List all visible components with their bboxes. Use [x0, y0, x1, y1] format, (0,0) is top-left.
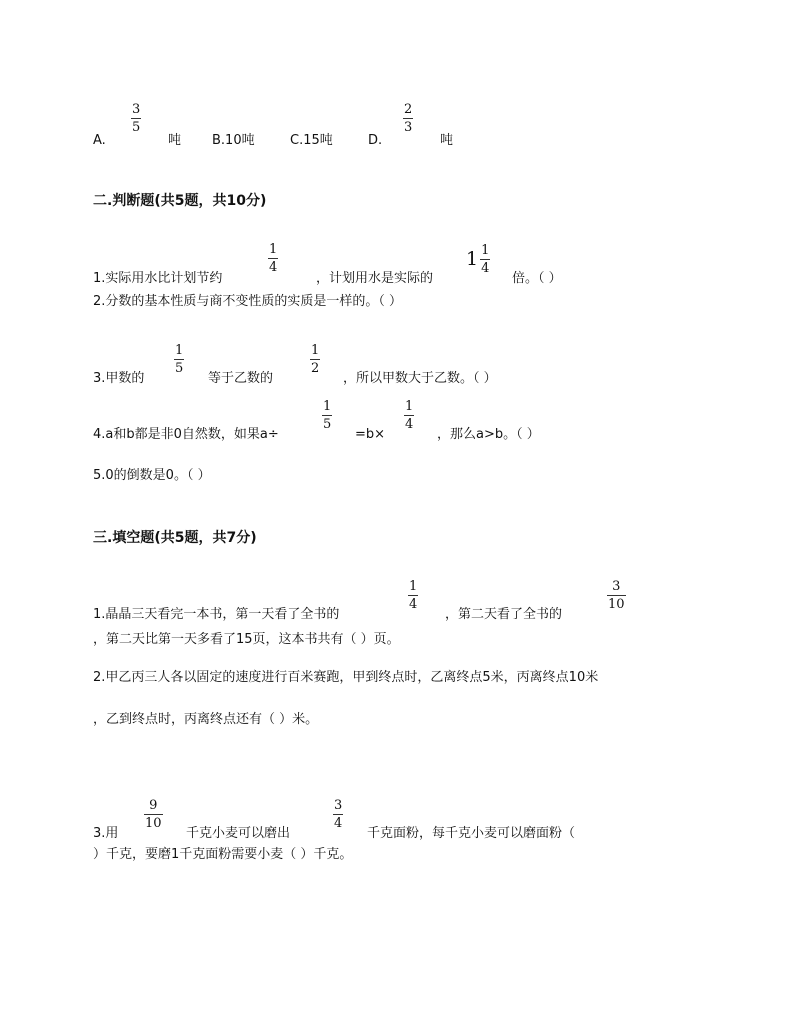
- s2-q1-text-1: 1.实际用水比计划节约: [93, 271, 223, 286]
- s2-q2: 2.分数的基本性质与商不变性质的实质是一样的。（ ）: [93, 294, 403, 309]
- option-b: B.10吨: [212, 133, 255, 148]
- s3-q1-text-1: 1.晶晶三天看完一本书，第一天看了全书的: [93, 607, 340, 622]
- fraction-denominator: 10: [608, 597, 625, 612]
- s2-q1-text-2: ，计划用水是实际的: [316, 271, 434, 286]
- fraction-denominator: 3: [404, 120, 413, 135]
- option-d-fraction: [403, 103, 413, 134]
- fraction-denominator: 4: [269, 260, 278, 275]
- mixed-whole: 1: [466, 248, 479, 270]
- s3-q2-line-1: 2.甲乙丙三人各以固定的速度进行百米赛跑，甲到终点时，乙离终点5米，丙离终点10米: [93, 670, 599, 685]
- option-d-label: D.: [368, 133, 383, 148]
- fraction-denominator: 2: [311, 361, 320, 376]
- option-a-fraction: [131, 103, 141, 134]
- s3-q1-text-2: ，第二天看了全书的: [445, 607, 563, 622]
- fraction-denominator: 5: [132, 120, 141, 135]
- fraction-numerator: 3: [132, 102, 141, 117]
- s2-q4-fraction-2: [404, 400, 414, 431]
- fraction-numerator: 3: [334, 798, 343, 813]
- option-c: C.15吨: [290, 133, 333, 148]
- s2-q1-mixed-number: [466, 244, 490, 275]
- fraction-denominator: 4: [481, 261, 490, 276]
- option-d-unit: 吨: [440, 133, 454, 148]
- fraction-denominator: 4: [405, 417, 414, 432]
- fraction-denominator: 5: [323, 417, 332, 432]
- s3-q2-line-2: ，乙到终点时，丙离终点还有（ ）米。: [93, 712, 319, 727]
- s3-q3-line-2: ）千克，要磨1千克面粉需要小麦（ ）千克。: [93, 847, 353, 862]
- fraction-numerator: 9: [149, 798, 158, 813]
- fraction-numerator: 1: [175, 343, 184, 358]
- s2-q3-fraction-1: [174, 344, 184, 375]
- fraction-numerator: 1: [323, 399, 332, 414]
- s3-q3-text-2: 千克小麦可以磨出: [186, 826, 291, 841]
- s2-q5: 5.0的倒数是0。（ ）: [93, 468, 211, 483]
- s2-q3-text-2: 等于乙数的: [208, 371, 274, 386]
- s2-q4-fraction-1: [322, 400, 332, 431]
- fraction-numerator: 2: [404, 102, 413, 117]
- fraction-denominator: 4: [409, 597, 418, 612]
- s2-q4-text-1: 4.a和b都是非0自然数，如果a÷: [93, 427, 279, 442]
- fraction-numerator: 1: [405, 399, 414, 414]
- fraction-numerator: 1: [269, 242, 278, 257]
- s3-q3-text-3: 千克面粉，每千克小麦可以磨面粉（: [367, 826, 576, 841]
- s2-q3-text-3: ，所以甲数大于乙数。（ ）: [343, 371, 497, 386]
- option-a-label: A.: [93, 133, 106, 148]
- fraction-numerator: 1: [409, 579, 418, 594]
- s2-q1-text-3: 倍。（ ）: [512, 271, 562, 286]
- fraction-numerator: 3: [612, 579, 621, 594]
- s3-q3-fraction-1: [144, 799, 163, 830]
- fraction-denominator: 5: [175, 361, 184, 376]
- s2-q3-fraction-2: [310, 344, 320, 375]
- option-a-unit: 吨: [168, 133, 182, 148]
- s3-q1-line-2: ，第二天比第一天多看了15页，这本书共有（ ）页。: [93, 632, 400, 647]
- section2-heading: 二.判断题(共5题，共10分): [93, 193, 267, 209]
- s3-q3-text-1: 3.用: [93, 826, 119, 841]
- s3-q1-fraction-1: [408, 580, 418, 611]
- s3-q3-fraction-2: [333, 799, 343, 830]
- s2-q1-fraction: [268, 243, 278, 274]
- fraction-numerator: 1: [311, 343, 320, 358]
- mixed-fraction: [480, 244, 490, 275]
- fraction-denominator: 4: [334, 816, 343, 831]
- fraction-denominator: 10: [145, 816, 162, 831]
- section3-heading: 三.填空题(共5题，共7分): [93, 530, 257, 546]
- s3-q1-fraction-2: [607, 580, 626, 611]
- s2-q3-text-1: 3.甲数的: [93, 371, 145, 386]
- s2-q4-text-3: ，那么a>b。（ ）: [437, 427, 540, 442]
- s2-q4-text-2: =b×: [355, 427, 386, 442]
- fraction-numerator: 1: [481, 243, 490, 258]
